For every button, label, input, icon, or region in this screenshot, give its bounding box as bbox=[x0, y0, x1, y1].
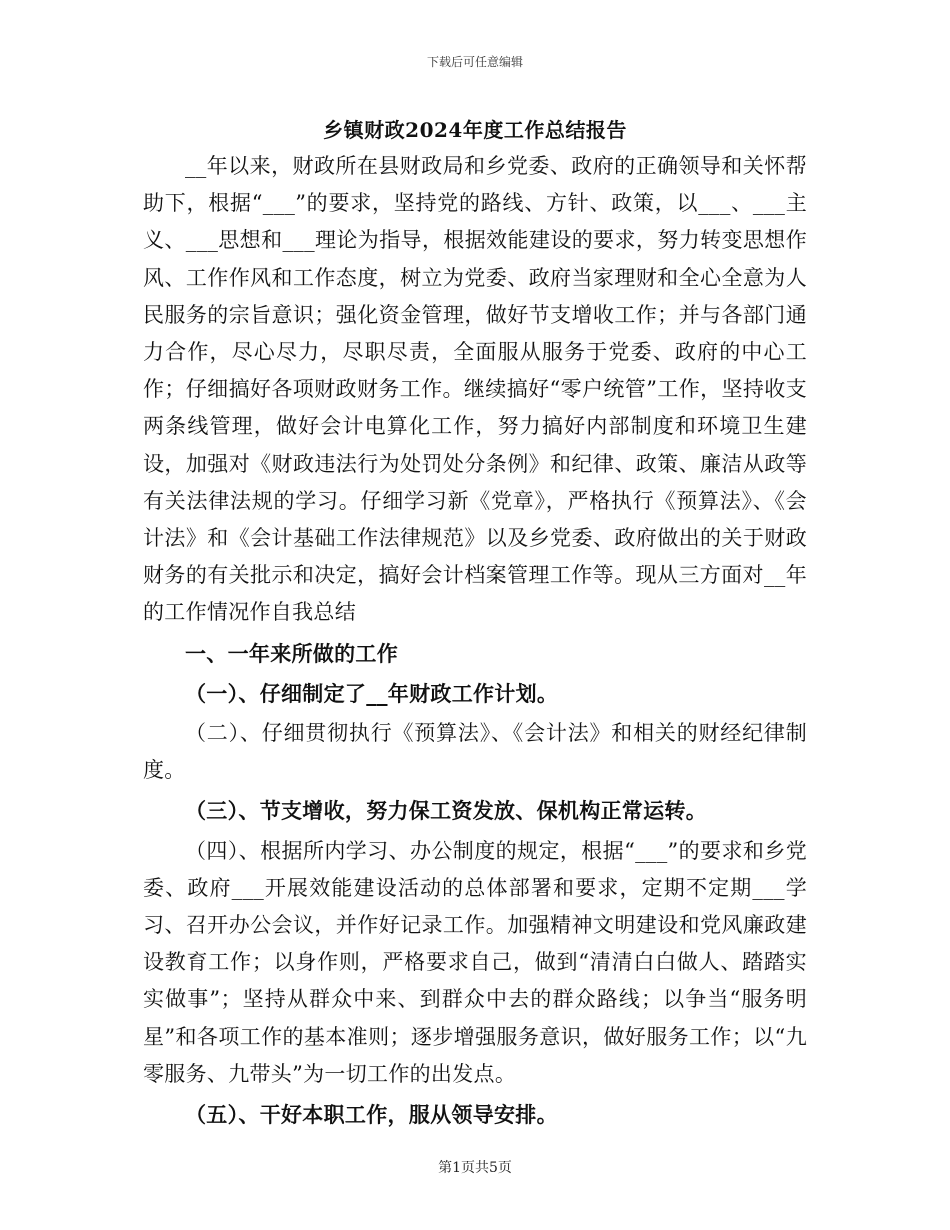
document-title: 乡镇财政2024年度工作总结报告 bbox=[323, 118, 627, 142]
page-number: 第1页共5页 bbox=[438, 1160, 512, 1176]
document-body bbox=[143, 148, 807, 1136]
item-4: （四）、根据所内学习、办公制度的规定，根据“___”的要求和乡党委、政府___开展效能建设活动的总体部署和要求，定期不定期___学习、召开办公会议，并作好记录工作。加强精神文明建设和党风廉政建设教育工作；以身作则，严格要求自己，做到“清清白白做人、踏踏实实做事”；坚持从群众中来、到群众中去的群众路线；以争当“服务明星”和各项工作的基本准则；逐步增强服务意识，做好服务工作；以“九零服务、九带头”为一切工作的出发点。 bbox=[143, 838, 807, 1086]
section-heading-1: 一、一年来所做的工作 bbox=[185, 640, 398, 666]
header-note: 下载后可任意编辑 bbox=[426, 55, 523, 69]
intro-paragraph: __年以来，财政所在县财政局和乡党委、政府的正确领导和关怀帮助下，根据“___”的要求，坚持党的路线、方针、政策，以___、___主义、___思想和___理论为指导，根据效能建设的要求，努力转变思想作风、工作作风和工作态度，树立为党委、政府当家理财和全心全意为人民服务的宗旨意识；强化资金管理，做好节支增收工作；并与各部门通力合作，尽心尽力，尽职尽责，全面服从服务于党委、政府的中心工作；仔细搞好各项财政财务工作。继续搞好“零户统管”工作，坚持收支两条线管理，做好会计电算化工作，努力搞好内部制度和环境卫生建设，加强对《财政违法行为处罚处分条例》和纪律、政策、廉洁从政等有关法律法规的学习。仔细学习新《党章》，严格执行《预算法》、《会计法》和《会计基础工作法律规范》以及乡党委、政府做出的关于财政财务的有关批示和决定，搞好会计档案管理工作等。现从三方面对__年的工作情况作自我总结 bbox=[143, 154, 807, 625]
item-5: （五）、干好本职工作，服从领导安排。 bbox=[185, 1102, 558, 1128]
item-3: （三）、节支增收，努力保工资发放、保机构正常运转。 bbox=[185, 798, 707, 824]
item-2: （二）、仔细贯彻执行《预算法》、《会计法》和相关的财经纪律制度。 bbox=[143, 721, 807, 783]
item-1: （一）、仔细制定了__年财政工作计划。 bbox=[185, 680, 559, 706]
